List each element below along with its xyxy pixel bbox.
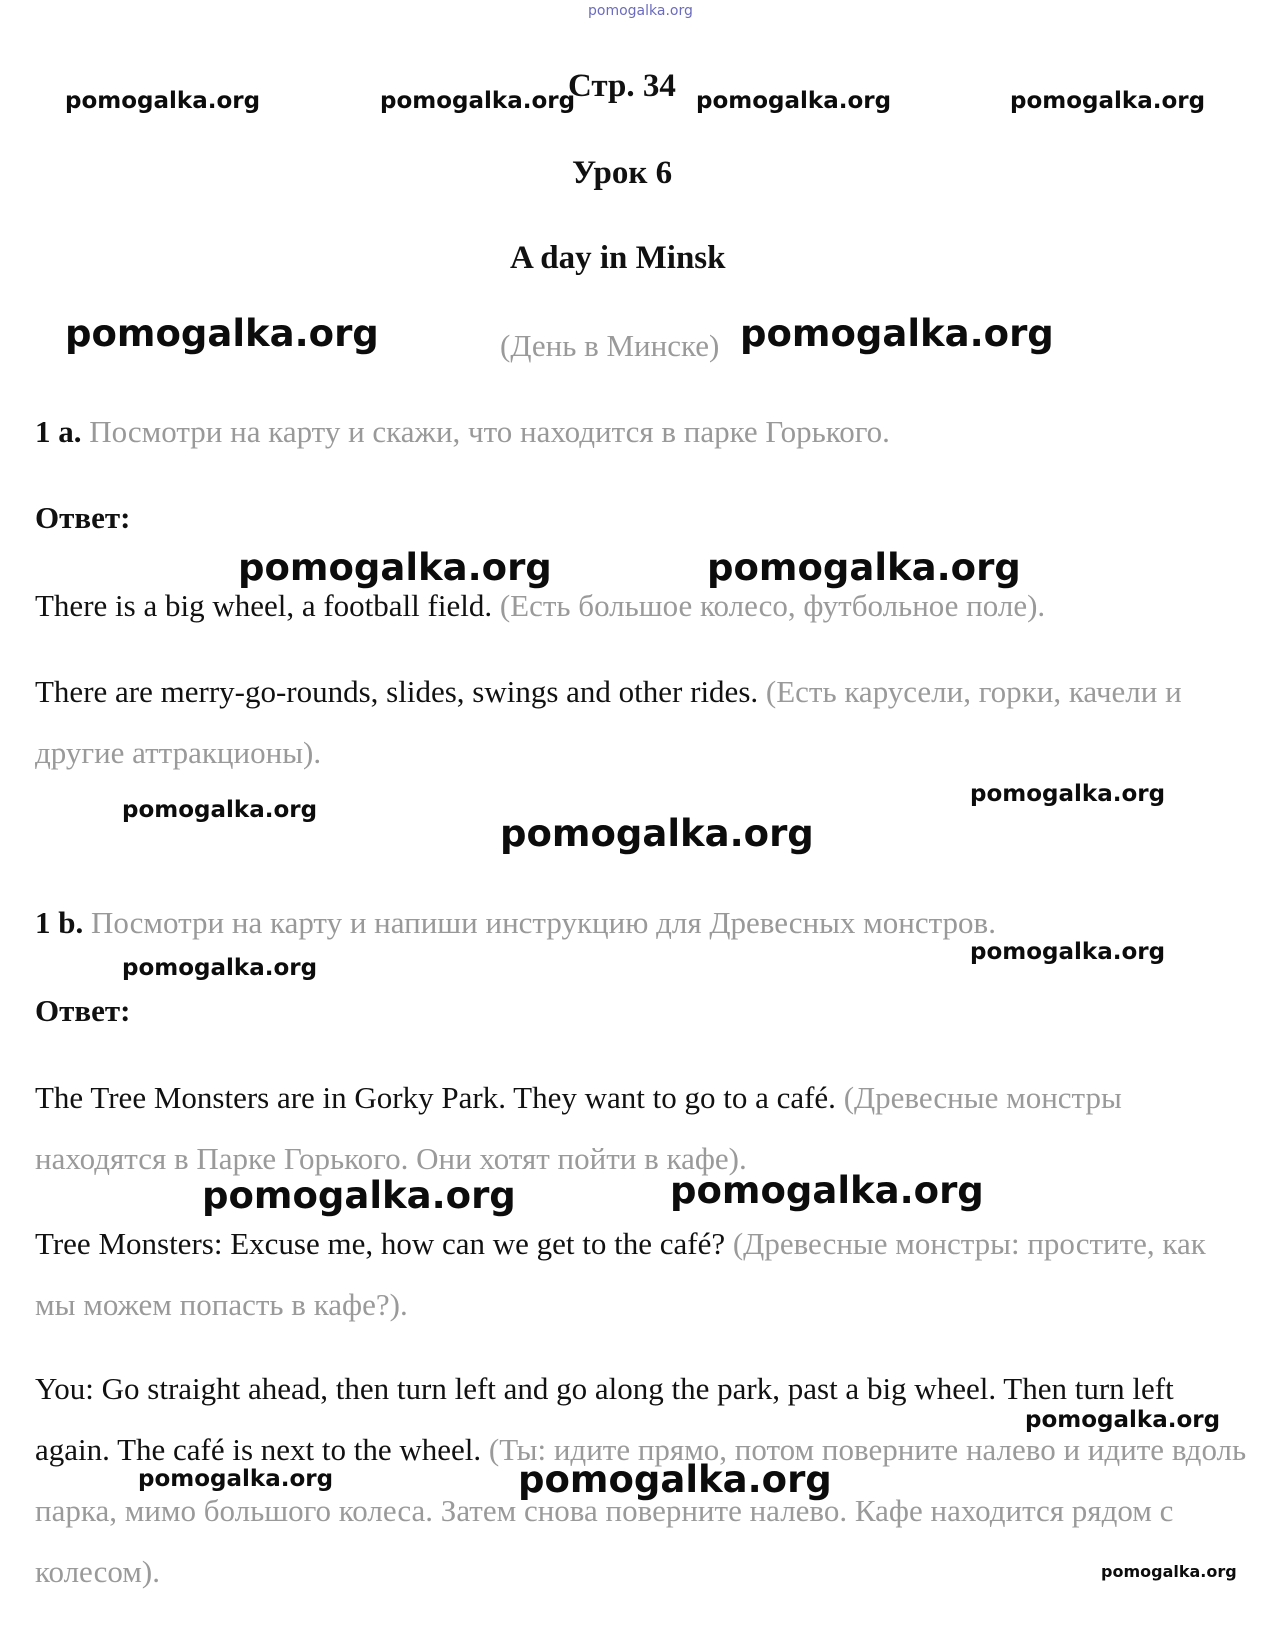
sentence-en: You: Go straight ahead, then turn left and go along the park, past a big wheel. Then turn left again. The café is next to the wheel. — [35, 1371, 1174, 1467]
watermark: pomogalka.org — [238, 546, 552, 589]
task-1a — [35, 414, 890, 450]
lesson-title: Урок 6 — [572, 155, 673, 191]
watermark: pomogalka.org — [707, 546, 1021, 589]
watermark: pomogalka.org — [122, 797, 318, 823]
watermark: pomogalka.org — [138, 1466, 334, 1492]
watermark: pomogalka.org — [65, 312, 379, 355]
task-1b-number: 1 b. — [35, 905, 84, 940]
sentence-en: There is a big wheel, a football field. — [35, 588, 493, 623]
task-1a-number: 1 a. — [35, 414, 82, 449]
sentence-en: The Tree Monsters are in Gorky Park. They want to go to a café. — [35, 1080, 836, 1115]
watermark: pomogalka.org — [1025, 1407, 1221, 1433]
answer-label-1b: Ответ: — [35, 993, 131, 1028]
answer-1a-sentence-1 — [35, 575, 1235, 636]
answer-1b-sentence-1 — [35, 1067, 1195, 1189]
watermark: pomogalka.org — [1010, 88, 1206, 114]
page-title: A day in Minsk — [510, 240, 726, 276]
sentence-ru: (Есть карусели, горки, качели и другие аттракционы). — [35, 674, 1182, 770]
watermark: pomogalka.org — [970, 939, 1166, 965]
sentence-ru: (Древесные монстры: простите, как мы можем попасть в кафе?). — [35, 1226, 1206, 1322]
sentence-ru: (Ты: идите прямо, потом поверните налево и идите вдоль парка, мимо большого колеса. Затем снова поверните налево. Кафе находится рядом с колесом). — [35, 1432, 1247, 1589]
task-1b-text: Посмотри на карту и напиши инструкцию для Древесных монстров. — [91, 905, 996, 940]
page-subtitle: (День в Минске) — [500, 328, 720, 363]
task-1a-text: Посмотри на карту и скажи, что находится в парке Горького. — [89, 414, 890, 449]
answer-label-1a: Ответ: — [35, 500, 131, 535]
page-number: Стр. 34 — [568, 68, 676, 104]
watermark: pomogalka.org — [696, 88, 892, 114]
sentence-ru: (Есть большое колесо, футбольное поле). — [499, 588, 1046, 623]
watermark: pomogalka.org — [202, 1174, 516, 1217]
watermark: pomogalka.org — [122, 955, 318, 981]
watermark: pomogalka.org — [518, 1458, 832, 1501]
watermark: pomogalka.org — [500, 812, 814, 855]
watermark: pomogalka.org — [380, 88, 576, 114]
task-1b — [35, 905, 996, 941]
watermark: pomogalka.org — [740, 312, 1054, 355]
watermark: pomogalka.org — [65, 88, 261, 114]
sentence-en: There are merry-go-rounds, slides, swings and other rides. — [35, 674, 759, 709]
watermark: pomogalka.org — [670, 1169, 984, 1212]
watermark-top: pomogalka.org — [588, 3, 693, 19]
watermark: pomogalka.org — [970, 781, 1166, 807]
sentence-ru: (Древесные монстры находятся в Парке Горького. Они хотят пойти в кафе). — [35, 1080, 1122, 1176]
answer-1b-sentence-2 — [35, 1213, 1215, 1335]
answer-1a-sentence-2 — [35, 661, 1225, 783]
sentence-en: Tree Monsters: Excuse me, how can we get to the café? — [35, 1226, 726, 1261]
watermark: pomogalka.org — [1101, 1562, 1237, 1581]
